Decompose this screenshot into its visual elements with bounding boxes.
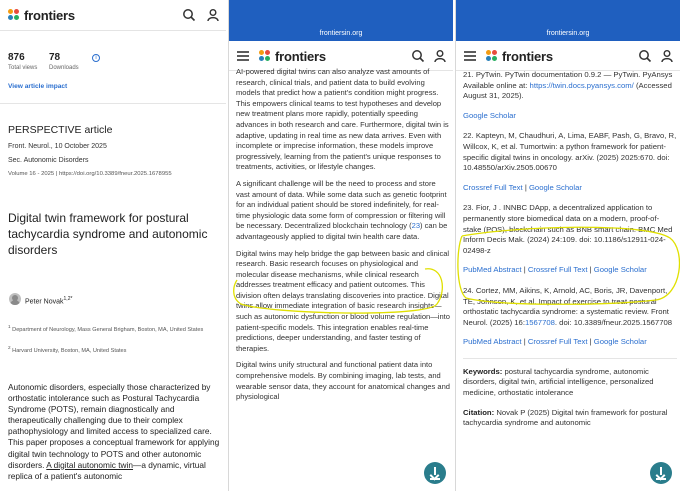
total-views-stat: [8, 52, 37, 71]
keywords: [463, 367, 677, 399]
divider: [0, 103, 226, 104]
reference-24: [463, 286, 677, 328]
logo-text: frontiers: [502, 49, 553, 64]
avatar: [9, 293, 21, 305]
panel-references: [455, 0, 680, 491]
google-scholar-link[interactable]: Google Scholar: [593, 337, 647, 347]
reference-22: 22. Kapteyn, M, Chaudhuri, A, Lima, EABF, Pash, G, Bravo, R, Willcox, K, et al. Tumortwin: a python framework for patient-specific digital twins in oncology. arXiv. (2025) 2025:670. doi: 10.48550/arXiv.2505.00670: [463, 131, 677, 173]
url-text: frontiersin.org: [319, 30, 363, 37]
author-superscript: 1,2*: [63, 296, 73, 302]
menu-icon[interactable]: [236, 49, 250, 63]
pubmed-abstract-link[interactable]: PubMed Abstract: [463, 337, 522, 347]
citation-text: Novak P (2025) Digital twin framework for postural tachycardia syndrome and autonomic: [463, 407, 668, 428]
total-views-label: Total views: [8, 65, 38, 71]
search-icon[interactable]: [182, 8, 196, 22]
article-title: Digital twin framework for postural tachycardia syndrome and autonomic disorders: [8, 211, 208, 257]
frontiers-logo[interactable]: [259, 49, 326, 64]
affiliation-text: Department of Neurology, Mass General Brigham, Boston, MA, United States: [12, 326, 204, 333]
menu-icon[interactable]: [463, 49, 477, 63]
frontiers-logo[interactable]: [8, 8, 75, 23]
section-name[interactable]: Sec. Autonomic Disorders: [8, 157, 89, 164]
logo-text: frontiers: [275, 49, 326, 64]
reference-tail: . doi: 10.3389/fneur.2025.1567708: [554, 317, 673, 327]
google-scholar-link[interactable]: Google Scholar: [463, 110, 516, 120]
panel-article-body: [228, 0, 453, 491]
paragraph: AI-powered digital twins can also analyze vast amounts of research, clinical trials, and patient data to build evolving models that predict how a patient's condition might progress. This empowers clinical teams to test hypotheses and develop new treatment plans more rapidly, potentially speeding advances in both research and care. Furthermore, digital twin is adaptive, updating in real time as new data arrives. Even with incomplete or imprecise information, these models improve progressively, learning from the patient's unique responses to treatments, activities, or lifestyle changes.: [236, 67, 449, 172]
abstract-main: Autonomic disorders, especially those characterized by orthostatic intolerance such as Postural Tachycardia Syndrome (POTS), remain diagnostically and therapeutically challenging due to their complex pathophysiology and limited access to specialized care. This paper proposes a conceptual framework for applying digital twin technology to POTS and other autonomic disorders.: [8, 382, 220, 470]
info-icon[interactable]: i: [92, 54, 100, 62]
view-article-impact-link[interactable]: View article impact: [8, 83, 68, 90]
affiliation-number: 2: [8, 345, 11, 350]
browser-url-bar[interactable]: [229, 0, 453, 41]
paragraph: Digital twins may help bridge the gap between basic and clinical research. Basic research focuses on physiological and molecular disease mechanisms, while clinical research addresses treatment efficacy and patient outcomes. This division often delays translating discoveries into practice. Digital twins allow immediate integration of basic research insights—such as autonomic dysfunction or blood volume regulation—into patient-specific models. This integration enables real-time predictions, deeper understanding, and faster testing of therapies.: [236, 248, 450, 353]
crossref-link[interactable]: Crossref Full Text: [527, 337, 588, 347]
google-scholar-link[interactable]: Google Scholar: [593, 265, 647, 275]
user-icon[interactable]: [433, 49, 447, 63]
paragraph: Digital twins unify structural and functional patient data into comprehensive models. By combining imaging, lab tests, and wearable sensor data, they account for anatomical changes and physiological: [236, 360, 450, 402]
user-icon[interactable]: [206, 8, 220, 22]
download-icon[interactable]: [424, 462, 446, 484]
panel-article-header: [0, 0, 226, 491]
crossref-link[interactable]: Crossref Full Text: [463, 182, 523, 192]
google-scholar-link[interactable]: Google Scholar: [528, 182, 582, 192]
total-views-value: 876: [8, 52, 25, 63]
crossref-link[interactable]: Crossref Full Text: [527, 265, 588, 275]
reference-24-links: PubMed Abstract | Crossref Full Text | Google Scholar: [463, 337, 647, 347]
reference-21: [463, 70, 677, 102]
site-header: [456, 41, 680, 71]
paragraph-text: ) can be advantageously applied to digital twin health care data.: [236, 221, 448, 241]
reference-page-link[interactable]: 1567708: [524, 317, 555, 327]
frontiers-logo-icon: [486, 50, 499, 63]
divider: [463, 358, 677, 359]
user-icon[interactable]: [660, 49, 674, 63]
citation: [463, 408, 677, 429]
reference-23: 23. Fior, J . INNBC DApp, a decentralized application to permanently store biomedical data on a modern, proof-of-stake (POS), blockchain such as BNB smart chain. BMC Med Inform Decis Mak. (2024) 24:109. doi: 10.1186/s12911-024-02498-z: [463, 203, 673, 255]
reference-text: 24. Cortez, MM, Aikins, K, Arnold, AC, Boris, JR, Davenport, TE, Johnson, K, et al. Impact of exercise to treat postural orthostatic tachycardia syndrome: a systematic review. Front Neurol. (2025) 16:: [463, 285, 669, 327]
affiliation-text: Harvard University, Boston, MA, United States: [12, 347, 127, 354]
keywords-text: postural tachycardia syndrome, autonomic disorders, digital twin, artificial intelligence, personalized medicine, orthostatic intolerance: [463, 366, 654, 398]
downloads-label: Downloads: [49, 65, 79, 71]
article-body-text: [236, 67, 450, 409]
affiliation-1: [8, 323, 218, 334]
reference-22-links: Crossref Full Text | Google Scholar: [463, 182, 582, 192]
article-type: PERSPECTIVE article: [8, 124, 113, 136]
affiliation-2: [8, 344, 218, 355]
search-icon[interactable]: [411, 49, 425, 63]
downloads-value: 78: [49, 52, 61, 63]
frontiers-logo-icon: [8, 9, 21, 22]
paragraph-blockchain: [236, 179, 450, 243]
site-header: [0, 0, 226, 31]
abstract-tail: —a dynamic, virtual replica of a patient's autonomic: [8, 459, 206, 481]
keywords-label: Keywords:: [463, 366, 503, 376]
reference-url[interactable]: https://twin.docs.pyansys.com/: [529, 80, 634, 90]
url-text: frontiersin.org: [546, 30, 590, 37]
reference-23-links: PubMed Abstract | Crossref Full Text | Google Scholar: [463, 265, 647, 275]
reference-link-23[interactable]: 23: [411, 221, 421, 231]
browser-url-bar[interactable]: [456, 0, 680, 41]
downloads-stat: [49, 52, 79, 71]
paragraph-text: A significant challenge will be the need to process and store vast amount of data. While some data such as genetic footprint for an individual patient should be stored indefinitely, for real-time physiologic data some form of compression or filtering will be necessary. Decentralized blockchain technology (: [236, 178, 447, 231]
affiliation-number: 1: [8, 324, 11, 329]
journal-date: Front. Neurol., 10 October 2025: [8, 143, 107, 150]
download-icon[interactable]: [650, 462, 672, 484]
reference-tail: (Accessed August 31, 2025).: [463, 80, 672, 101]
frontiers-logo-icon: [259, 50, 272, 63]
search-icon[interactable]: [638, 49, 652, 63]
reference-list: [463, 70, 677, 438]
author-name-text: Peter Novak: [25, 298, 64, 306]
frontiers-logo[interactable]: [486, 49, 553, 64]
volume-doi[interactable]: Volume 16 - 2025 | https://doi.org/10.3389/fneur.2025.1678955: [8, 171, 172, 177]
reference-text: 21. PyTwin. PyTwin documentation 0.9.2 — PyTwin. PyAnsys Available online at:: [463, 70, 673, 90]
abstract-underlined: A digital autonomic twin: [46, 459, 134, 470]
abstract: [8, 382, 220, 482]
author-name[interactable]: [25, 296, 72, 305]
pubmed-abstract-link[interactable]: PubMed Abstract: [463, 265, 522, 275]
citation-label: Citation:: [463, 407, 495, 417]
reference-21-links: [463, 111, 677, 122]
logo-text: frontiers: [24, 8, 75, 23]
